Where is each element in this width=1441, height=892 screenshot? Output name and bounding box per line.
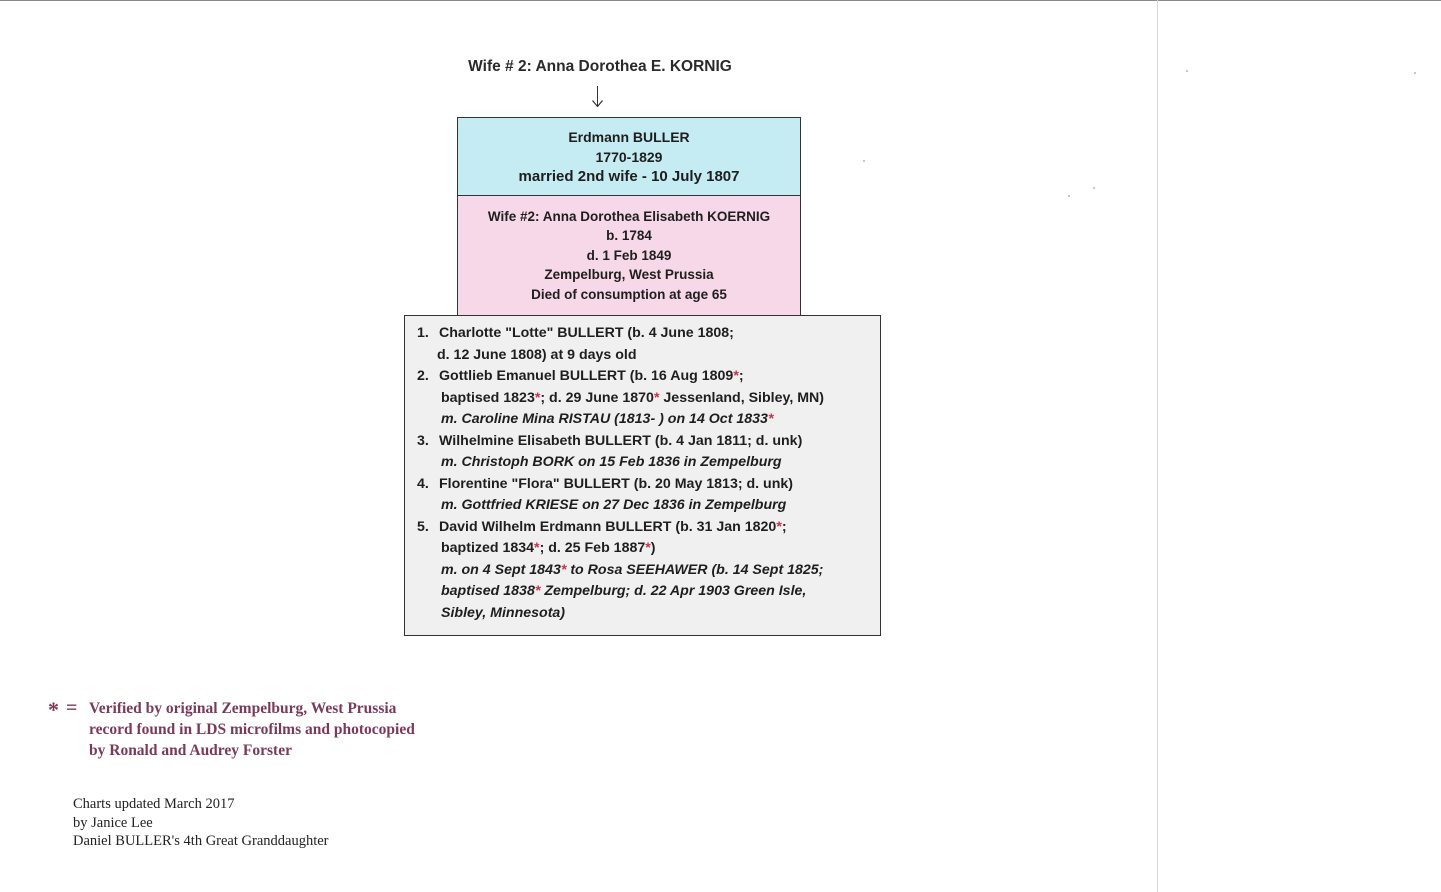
- verified-star-icon: *: [534, 540, 540, 556]
- spouse-line: Sibley, Minnesota): [441, 604, 566, 621]
- scan-speck: [1068, 195, 1070, 197]
- spouse-line: baptised 1838: [441, 583, 535, 599]
- spouse-line: to Rosa SEEHAWER (b. 14 Sept 1825;: [566, 561, 824, 578]
- child-line: ): [650, 540, 656, 556]
- husband-dates: 1770-1829: [595, 148, 663, 165]
- wife-cause-of-death: Died of consumption at age 65: [531, 286, 727, 302]
- equals-sign: =: [66, 697, 78, 719]
- wife-death: d. 1 Feb 1849: [586, 247, 672, 263]
- verification-footnote: [48, 698, 415, 761]
- child-item: [417, 474, 870, 517]
- verified-star-icon: *: [767, 411, 774, 427]
- child-line: baptised 1823: [441, 389, 535, 406]
- spouse-line: m. Gottfried KRIESE on 27 Dec 1836 in Zempelburg: [441, 497, 787, 513]
- child-number: 5.: [417, 518, 429, 535]
- verified-star-icon: *: [776, 518, 782, 535]
- scan-speck: [1414, 72, 1416, 74]
- child-item: [417, 323, 870, 366]
- verified-star-icon: *: [534, 389, 541, 406]
- spouse-line: Zempelburg; d. 22 Apr 1903 Green Isle,: [540, 583, 807, 599]
- child-line: Florentine "Flora" BULLERT (b. 20 May 1813; d. unk): [439, 475, 794, 492]
- footnote-line: by Ronald and Audrey Forster: [89, 742, 292, 759]
- wife-header-label: Wife # 2: Anna Dorothea E. KORNIG: [468, 58, 732, 75]
- child-number: 4.: [417, 475, 429, 492]
- spouse-line: m. on 4 Sept 1843: [441, 561, 561, 578]
- child-line: ; d. 25 Feb 1887: [539, 540, 646, 556]
- child-line: David Wilhelm Erdmann BULLERT (b. 31 Jan 1820: [439, 518, 777, 535]
- wife-place: Zempelburg, West Prussia: [544, 267, 714, 283]
- asterisk-icon: *: [48, 697, 59, 722]
- scan-speck: [863, 160, 865, 162]
- footnote-line: record found in LDS microfilms and photocopied: [89, 721, 415, 738]
- credit-line: Daniel BULLER's 4th Great Granddaughter: [73, 833, 329, 849]
- child-line: Charlotte "Lotte" BULLERT (b. 4 June 1808;: [439, 325, 734, 341]
- verified-star-icon: *: [653, 389, 660, 406]
- verified-star-icon: *: [733, 368, 739, 384]
- scan-speck: [1093, 187, 1095, 189]
- credit-line: Charts updated March 2017: [73, 796, 235, 812]
- top-border-line: [0, 0, 1441, 1]
- wife-box: [457, 196, 801, 316]
- verified-star-icon: *: [645, 540, 651, 556]
- chart-credits: [73, 795, 329, 851]
- scan-speck: [1186, 70, 1188, 72]
- children-list-box: [404, 315, 881, 636]
- credit-line: by Janice Lee: [73, 814, 153, 831]
- spouse-line: m. Caroline Mina RISTAU (1813- ) on 14 Oct 1833: [441, 411, 768, 427]
- child-number: 2.: [417, 368, 429, 384]
- child-number: 1.: [417, 325, 429, 341]
- verified-star-icon: *: [560, 561, 567, 578]
- child-line: d. 12 June 1808) at 9 days old: [437, 346, 637, 363]
- child-item: [417, 431, 870, 474]
- arrow-head-icon: [592, 100, 603, 107]
- marriage-info: married 2nd wife - 10 July 1807: [518, 167, 740, 185]
- child-line: ; d. 29 June 1870: [540, 389, 654, 406]
- child-item: 5. David Wilhelm Erdmann BULLERT (b. 31 Jan 1820*; baptized 1834*; d. 25 Feb 1887*) m. on 4 Sept 1843* to Rosa SEEHAWER (b. 14 Sept 1825; baptised 1838* Zempelburg; d. 22 Apr 1903 Green Isle, Sibley, Minnesota): [417, 517, 870, 625]
- child-line: baptized 1834: [441, 540, 535, 556]
- child-item: 2. Gottlieb Emanuel BULLERT (b. 16 Aug 1809*; baptised 1823*; d. 29 June 1870* Jessenland, Sibley, MN) m. Caroline Mina RISTAU (1813- ) on 14 Oct 1833*: [417, 368, 824, 427]
- child-line: Wilhelmine Elisabeth BULLERT (b. 4 Jan 1811; d. unk): [439, 432, 803, 449]
- footnote-line: Verified by original Zempelburg, West Prussia: [89, 700, 397, 717]
- verified-star-icon: *: [534, 583, 541, 599]
- spouse-line: m. Christoph BORK on 15 Feb 1836 in Zempelburg: [441, 454, 782, 470]
- children-list: [417, 323, 870, 624]
- wife-name: Wife #2: Anna Dorothea Elisabeth KOERNIG: [487, 208, 771, 224]
- child-line: Gottlieb Emanuel BULLERT (b. 16 Aug 1809: [439, 368, 734, 384]
- husband-name: Erdmann BULLER: [568, 128, 690, 145]
- child-line: Jessenland, Sibley, MN): [659, 389, 824, 406]
- child-number: 3.: [417, 432, 429, 449]
- page-edge-line: [1157, 0, 1158, 892]
- husband-box: [457, 117, 801, 196]
- wife-birth: b. 1784: [606, 228, 652, 244]
